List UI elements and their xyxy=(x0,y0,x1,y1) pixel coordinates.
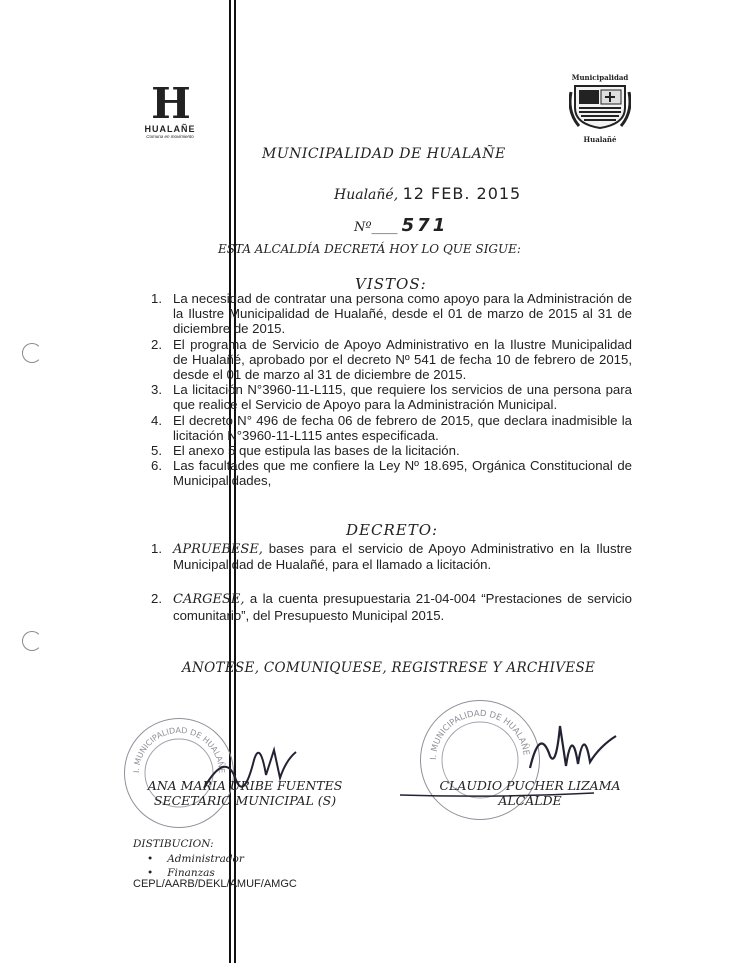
signatory-title-left: SECETARIO MUNICIPAL (S) xyxy=(153,793,337,808)
date-line xyxy=(334,184,521,203)
closing-formula: ANOTESE, COMUNIQUESE, REGISTRESE Y ARCHIVESE xyxy=(182,660,596,676)
list-item: 1. La necesidad de contratar una persona como apoyo para la Administración de la Ilustre Municipalidad de Hualañé, desde el 01 de marzo de 2015 al 31 de diciembre de 2015. xyxy=(151,291,632,337)
vistos-list xyxy=(151,291,632,489)
typist-initials: CEPL/AARB/DEKL/AMUF/AMGC xyxy=(133,878,297,890)
logo-name: HUALAÑE xyxy=(144,124,196,134)
decree-number-line: Nº____ 571 xyxy=(354,215,449,236)
distribution-list xyxy=(147,852,244,880)
list-item: 4. El decreto N° 496 de fecha 06 de febrero de 2015, que declara inadmisible la licitación N°3960-11-L115 antes especificada. xyxy=(151,412,632,443)
list-item: • Administrador xyxy=(147,852,244,866)
decreto-list xyxy=(151,541,632,642)
list-item: 6. Las facultades que me confiere la Ley Nº 18.695, Orgánica Constitucional de Municipalidades, xyxy=(151,458,632,489)
list-item: 3. La licitación N°3960-11-L115, que requiere los servicios de una persona para que realice el Servicio de Apoyo para la Administración Municipal. xyxy=(151,382,632,413)
list-item: 2. El programa de Servicio de Apoyo Administrativo en la Ilustre Municipalidad de Hualañé, aprobado por el decreto Nº 541 de fecha 10 de febrero de 2015, desde el 01 de marzo al 31 de diciembre de 2015. xyxy=(151,336,632,383)
signatory-name-left: ANA MARIA URIBE FUENTES xyxy=(147,778,343,793)
decree-number: 571 xyxy=(401,215,449,236)
date-stamp: 12 FEB. 2015 xyxy=(402,184,522,203)
vistos-title: VISTOS: xyxy=(355,275,427,293)
crest-shield-icon xyxy=(569,82,631,130)
decreto-title: DECRETO: xyxy=(346,521,439,539)
list-item: 1. APRUEBESE, bases para el servicio de Apoyo Administrativo en la Ilustre Municipalidad de Hualañé, para el llamado a licitación. xyxy=(151,541,632,573)
hualane-logo xyxy=(140,79,200,139)
svg-text:I. MUNICIPALIDAD DE HUALAÑE: I. MUNICIPALIDAD DE HUALAÑE xyxy=(428,708,531,761)
number-prefix: Nº xyxy=(354,220,372,235)
signatory-title-right: ALCALDE xyxy=(498,793,562,808)
municipal-crest xyxy=(564,73,636,144)
decree-preamble: ESTA ALCALDÍA DECRETÁ HOY LO QUE SIGUE: xyxy=(218,242,521,256)
date-place: Hualañé, xyxy=(334,187,399,203)
list-item: • Finanzas xyxy=(147,866,244,880)
punch-hole xyxy=(22,631,42,651)
svg-text:I. MUNICIPALIDAD DE HUALAÑE: I. MUNICIPALIDAD DE HUALAÑE xyxy=(131,725,227,774)
punch-hole xyxy=(22,343,42,363)
crest-top-text: Municipalidad xyxy=(571,73,629,82)
signature-block-left xyxy=(130,778,360,808)
distribution-title: DISTIBUCION: xyxy=(133,838,214,850)
list-item: 5. El anexo 5 que estipula las bases de la licitación. xyxy=(151,443,460,459)
crest-bottom-text: Hualañé xyxy=(583,135,617,144)
list-item: 2. CARGESE, a la cuenta presupuestaria 21-04-004 “Prestaciones de servicio comunitario”, del Presupuesto Municipal 2015. xyxy=(151,591,632,623)
logo-tagline: Comuna en movimiento xyxy=(146,134,194,139)
signatory-name-right: CLAUDIO PUCHER LIZAMA xyxy=(439,778,621,793)
signature-block-right xyxy=(420,778,640,808)
institution-heading: MUNICIPALIDAD DE HUALAÑE xyxy=(262,146,506,162)
h-logo-mark: H xyxy=(151,79,189,128)
signature-right xyxy=(520,706,640,786)
